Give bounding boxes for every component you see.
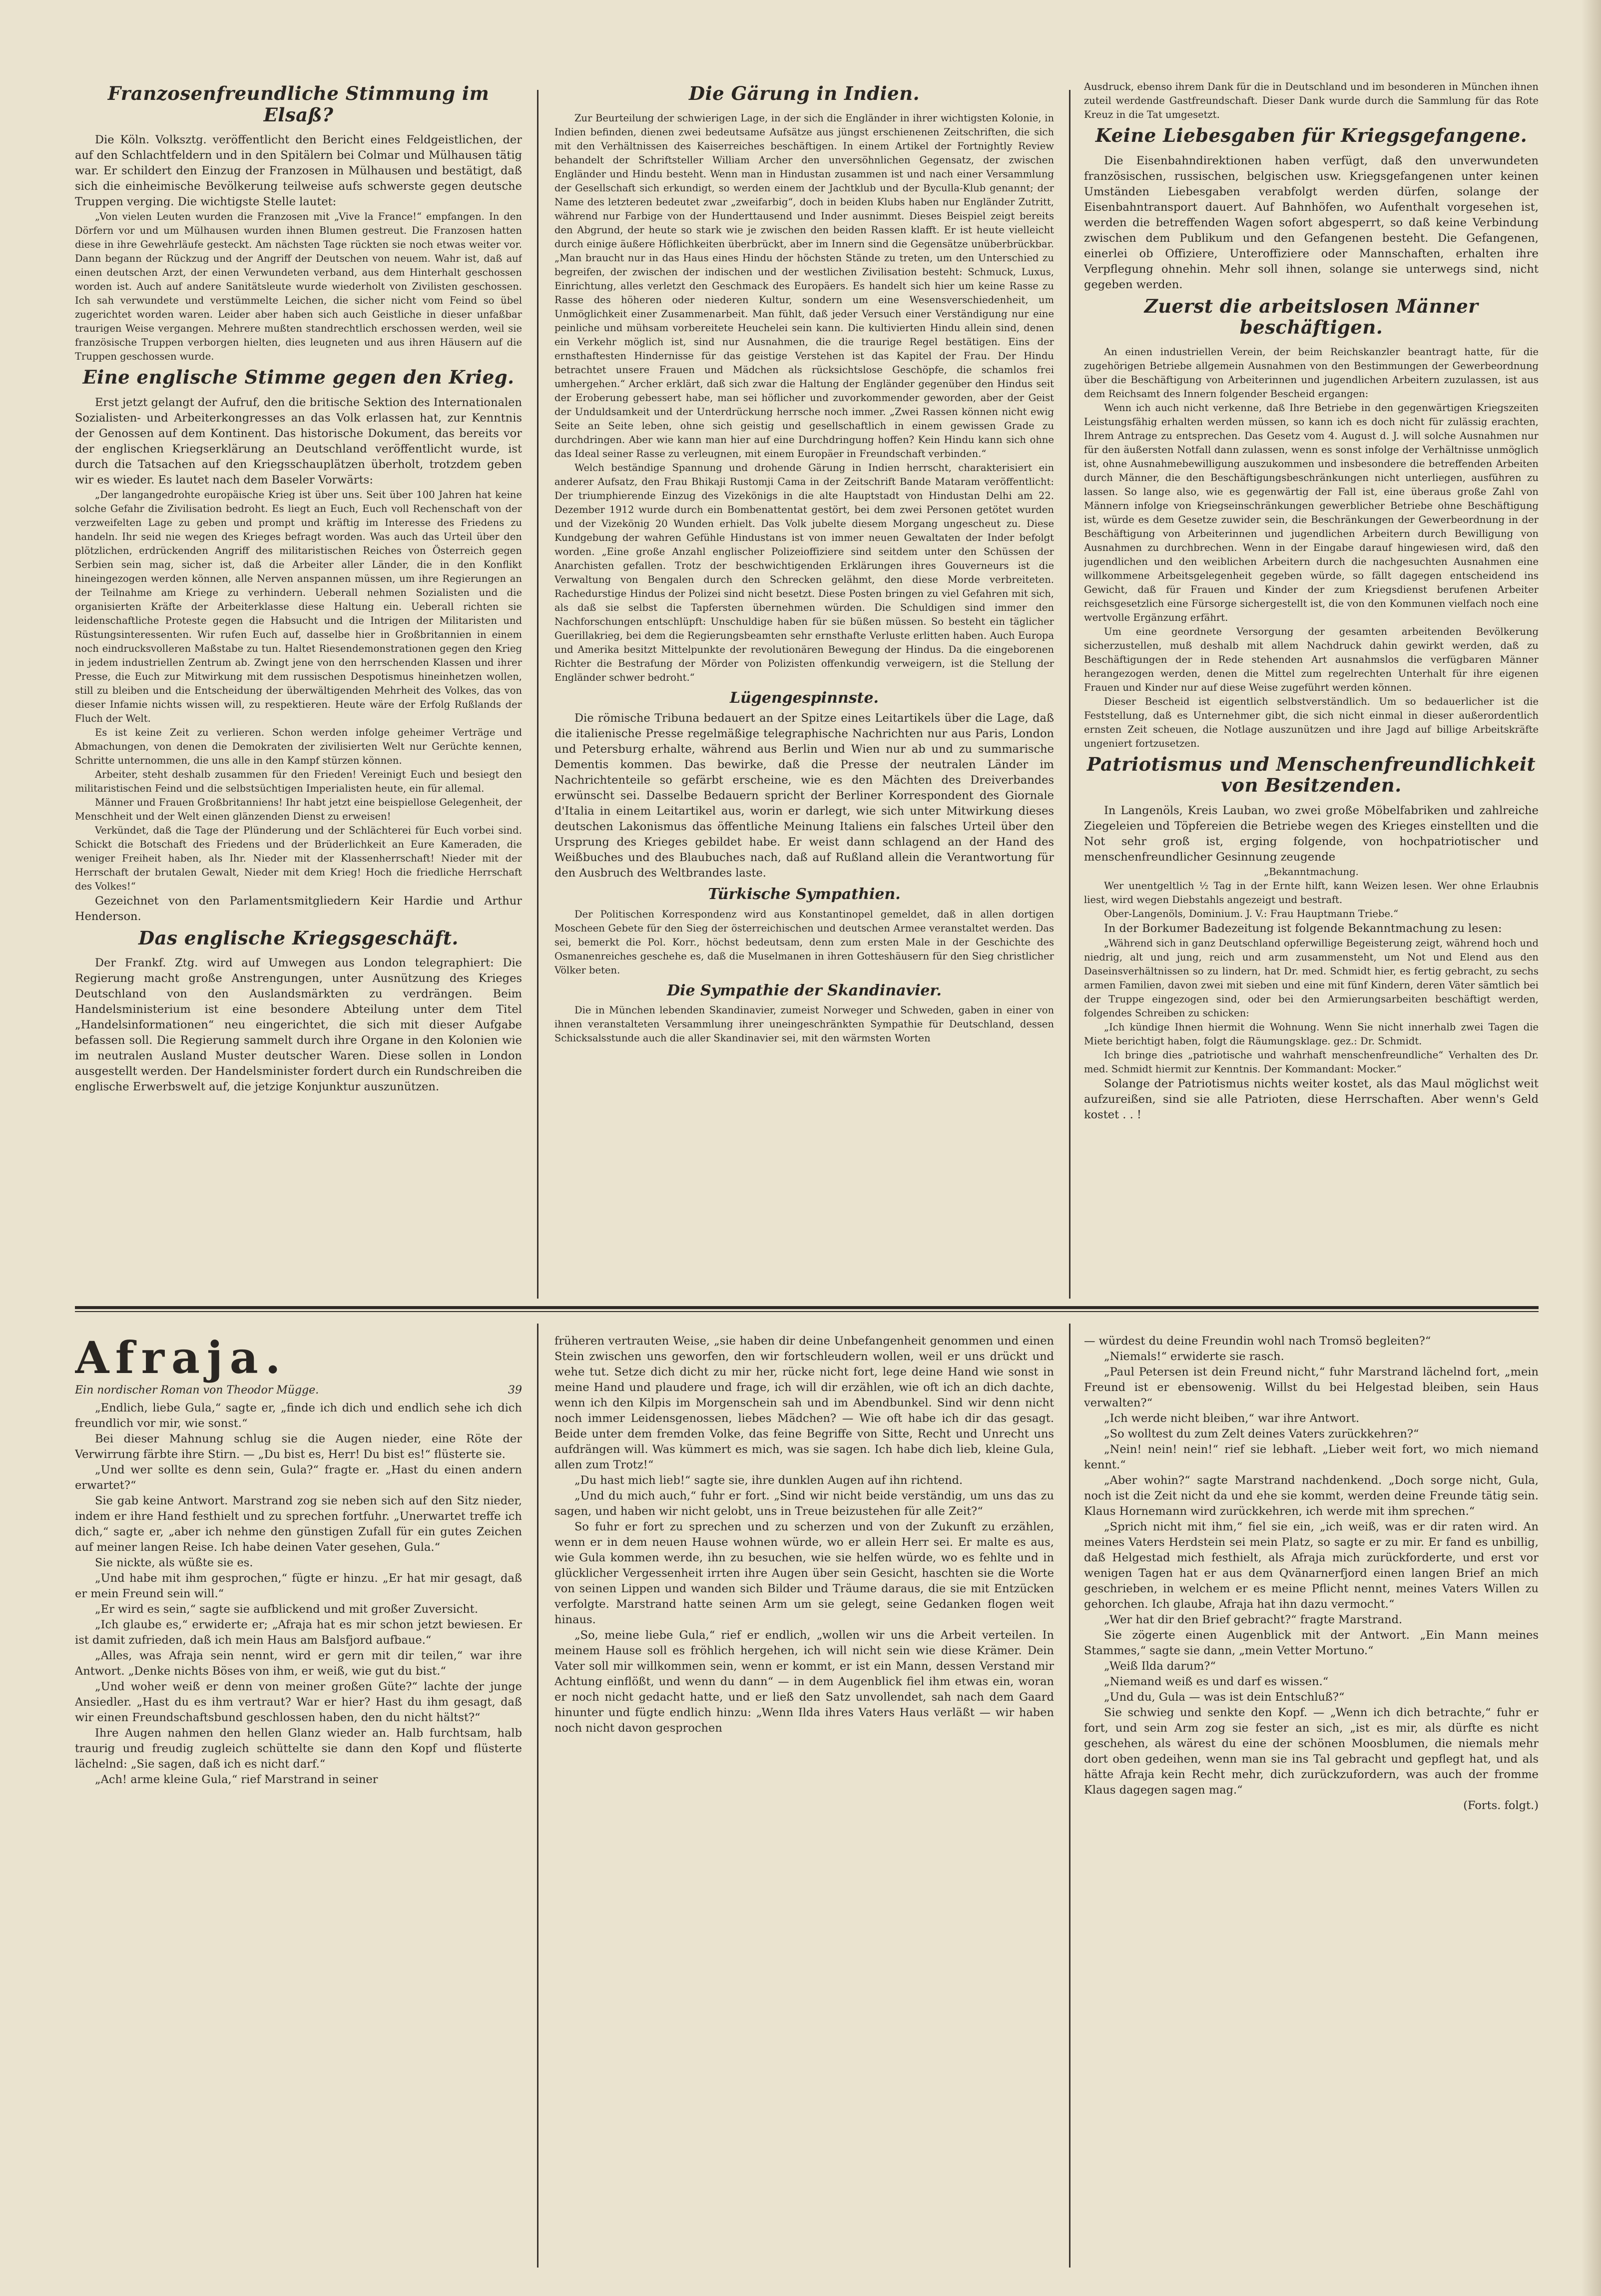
article-paragraph: Welch beständige Spannung und drohende Gärung in Indien herrscht, charakterisiert ein anderer Aufsatz, den Frau Bhikaji Rustomji Cama in der Zeitschrift Bande Mataram veröffentlicht: Der triumphierende Einzug des Vizekönigs in die alte Hauptstadt von Hindustan Delhi am 22. Dezember 1912 wurde durch ein Bombenattentat gestört, bei dem zwei Personen getötet wurden und der Vizekönig 20 Wunden erhielt. Das Volk jubelte diesem Morgang ungescheut zu. Diese Kundgebung der wahren Gefühle Hindustans ist von immer neuen Gewaltaten der Inder befolgt worden. „Eine große Anzahl englischer Polizeioffiziere sind seitdem unter den Schüssen der Anarchisten gefallen. Trotz der beschwichtigenden Erklärungen ihres Gouverneurs ist die Verwaltung von Bengalen durch den Schrecken gelähmt, den diese Morde verbreiteten. Rachedurstige Hindus der Polizei sind nicht besetzt. Diese Posten bringen zu viel Gefahren mit sich, als daß sie selbst die Tapfersten übernehmen würden. Die Schuldigen sind immer den Nachforschungen entschlüpft: Unschuldige haben für sie büßen müssen. So besteht ein täglicher Guerillakrieg, bei dem die Regierungsbeamten sehr ernsthafte Verluste erlitten haben. Auch Europa und Amerika besitzt Mittelpunkte der revolutionären Bewegung der Hindus. Da die eingeborenen Richter die Bestrafung der Mörder von Polizisten offenkundig verweigern, ist die Stellung der Engländer schwer bedroht.“ <box>554 461 1054 683</box>
article-paragraph: Der Politischen Korrespondenz wird aus Konstantinopel gemeldet, daß in allen dortigen Moscheen Gebete für den Sieg der österreichischen und deutschen Armee veranstaltet werden. Das sei, bemerkt die Pol. Korr., höchst bedeutsam, denn zum ersten Male in der Geschichte des Osmanenreiches geschehe es, daß die Muselmanen in ihren Gotteshäusern für den Sieg christlicher Völker beten. <box>554 908 1054 976</box>
article-title: Lügengespinnste. <box>729 689 879 707</box>
novel-paragraph: früheren vertrauten Weise, „sie haben dir deine Unbefangenheit genommen und einen Stein zwischen uns geworfen, den wir fortschleudern wollen, weil er uns drückt und wehe tut. Setze dich dicht zu mir her, rücke nicht fort, lege deine Hand wie sonst in meine Hand und plaudere und frage, ich will dir erzählen, wie oft ich an dich dachte, wenn ich den Kilpis im Morgenschein sah und im Abendbunkel. Sind wir denn nicht noch immer Leidensgenossen, liebes Mädchen? — Wie oft habe ich dir das gesagt. Beide unter dem fremden Volke, das feine Begriffe von Sitte, Recht und Unrecht uns aufdrängen will. Was kümmert es mich, was sie sagen. Ich habe dich lieb, kleine Gula, allen zum Trotz!“ <box>554 1335 1054 1471</box>
feuilleton-installment: 39 <box>508 1383 522 1396</box>
novel-paragraph: „Und wer sollte es denn sein, Gula?“ fragte er. „Hast du einen andern erwartet?“ <box>75 1463 522 1492</box>
article-quote: Arbeiter, steht deshalb zusammen für den Frieden! Vereinigt Euch und besiegt den militaristischen Feind und die selbstsüchtigen Imperialisten heute, ein für allemal. <box>75 768 522 794</box>
article-paragraph: Der Frankf. Ztg. wird auf Umwegen aus London telegraphiert: Die Regierung macht große Anstrengungen, unter Ausnützung des Krieges Deutschland von den Auslandsmärkten zu verdrängen. Beim Handelsministerium ist eine besondere Abteilung unter dem Titel „Handelsinformationen“ neu eingerichtet, die sich mit dieser Aufgabe befassen soll. Die Regierung sammelt durch ihre Organe in den Kolonien wie im neutralen Ausland Muster deutscher Waren. Diese sollen in London ausgestellt werden. Der Handelsminister fordert durch ein Rundschreiben die englische Erwerbswelt auf, die jetzige Konjunktur auszunützen. <box>75 956 522 1094</box>
article-paragraph: Erst jetzt gelangt der Aufruf, den die britische Sektion des Internationalen Sozialisten- und Arbeiterkongresses an das Volk erlassen hat, zur Kenntnis der Genossen auf dem Kontinent. Das historische Dokument, das bereits vor der englischen Kriegserklärung an Deutschland veröffentlicht wurde, ist durch die Tatsachen auf den Kriegsschauplätzen überholt, trotzdem geben wir es wieder. Es lautet nach dem Baseler Vorwärts: <box>75 396 522 486</box>
novel-paragraph: „Nein! nein! nein!“ rief sie lebhaft. „Lieber weit fort, wo mich niemand kennt.“ <box>1084 1443 1539 1471</box>
article-quote: „Von vielen Leuten wurden die Franzosen mit „Vive la France!“ empfangen. In den Dörfern vor und um Mülhausen wurden ihnen Blumen gestreut. Die Franzosen hatten diese in ihre Gewehrläufe gesteckt. Am nächsten Tage rückten sie noch etwas weiter vor. Dann begann der Rückzug und der Angriff der Deutschen von neuem. Wahr ist, daß auf einen deutschen Arzt, der einen Verwundeten verband, aus dem Hinterhalt geschossen worden ist. Auch auf andere Sanitätsleute wurde wiederholt von Zivilisten geschossen. Ich sah verwundete und verstümmelte Leichen, die sicher nicht vom Feind so übel zugerichtet worden waren. Leider aber haben sich auch Geistliche in dieser unfaßbar traurigen Weise vergangen. Mehrere mußten standrechtlich erschossen werden, weil sie französische Truppen verborgen hielten, dies leugneten und aus ihren Häusern auf die Truppen geschossen wurde. <box>75 211 522 363</box>
article-quote: Männer und Frauen Großbritanniens! Ihr habt jetzt eine beispiellose Gelegenheit, der Menschheit und der Welt einen glänzenden Dienst zu erweisen! <box>75 796 522 822</box>
newspaper-page <box>75 80 1539 2278</box>
feuilleton-separator <box>75 1306 1539 1309</box>
novel-paragraph: „Ich werde nicht bleiben,“ war ihre Antwort. <box>1104 1412 1360 1425</box>
novel-paragraph: „Wer hat dir den Brief gebracht?“ fragte Marstrand. <box>1104 1613 1403 1626</box>
article-title: Die Gärung in Indien. <box>689 82 920 104</box>
article-title: Türkische Sympathien. <box>708 886 901 904</box>
article-quote: Verkündet, daß die Tage der Plünderung und der Schlächterei für Euch vorbei sind. Schickt die Botschaft des Friedens und der Brüderlichkeit an Eure Kameraden, die weniger Freiheit haben, als Ihr. Nieder mit der Klassenherrschaft! Nieder mit der Herrschaft der brutalen Gewalt, Nieder mit dem Krieg! Hoch die friedliche Herrschaft des Volkes!“ <box>75 824 522 892</box>
article-paragraph: Wenn ich auch nicht verkenne, daß Ihre Betriebe in den gegenwärtigen Kriegszeiten Leistungsfähig erhalten werden müssen, so kann ich es doch nicht für zulässig erachten, Ihrem Antrage zu entsprechen. Das Gesetz vom 4. August d. J. will solche Ausnahmen nur für den äußersten Notfall dann zulassen, wenn es sonst infolge der Verhältnisse unmöglich ist, ohne Ausnahmebewilligung auszukommen und insbesondere die betreffenden Arbeiten durch Männer, die den Beschäftigungsbeschränkungen nicht unterliegen, ausführen zu lassen. So lange also, wie es gegenwärtig der Fall ist, eine überaus große Zahl von Männern infolge von Kriegseinschränkungen gewerblicher Betriebe ohne Beschäftigung ist, würde es dem Gesetze zuwider sein, die Beschränkungen der Gewerbeordnung in der Beschäftigung von Arbeiterinnen und jugendlichen Arbeitern durch Bewilligung von Ausnahmen zu durchbrechen. Wenn in der Eingabe darauf hingewiesen wird, daß den jugendlichen und den weiblichen Arbeitern durch die nachgesuchten Ausnahmen eine willkommene Arbeitsgelegenheit gegeben würde, so fällt dagegen entscheidend ins Gewicht, daß für Frauen und Kinder der zum Kriegsdienst berufenen Arbeiter reichsgesetzlich eine Fürsorge sichergestellt ist, die von den Kommunen vielfach noch eine wertvolle Ergänzung erfährt. <box>1084 402 1539 623</box>
article-quote: „Ich kündige Ihnen hiermit die Wohnung. Wenn Sie nicht innerhalb zwei Tagen die Miete berichtigt haben, folgt die Räumungsklage. gez.: Dr. Schmidt. <box>1084 1021 1539 1047</box>
article-quote: Ich bringe dies „patriotische und wahrhaft menschenfreundliche“ Verhalten des Dr. med. Schmidt hiermit zur Kenntnis. Der Kommandant: Mocker.“ <box>1084 1049 1539 1075</box>
novel-paragraph: „Sprich nicht mit ihm,“ fiel sie ein, „ich weiß, was er dir raten wird. An meines Vaters Herdstein sei mein Platz, so sagte er zu mir. Er fand es unbillig, daß Helgestad mich festhielt, als Afraja mich zurückforderte, und erst vor wenigen Tagen hat er aus dem Qvänarnerfjord einen langen Brief an mich geschrieben, in welchem er es meine Pflicht nennt, meines Vaters Willen zu gehorchen. Ich glaube, Afraja hat ihn dazu vermocht.“ <box>1084 1520 1539 1611</box>
article-paragraph: Dieser Bescheid ist eigentlich selbstverständlich. Um so bedauerlicher ist die Feststellung, daß es Unternehmer gibt, die sich nicht einmal in dieser außerordentlich ernsten Zeit scheuen, die Notlage auszunützen und ihre Jagd auf billige Arbeitskräfte ungeniert fortzusetzen. <box>1084 695 1539 749</box>
article-paragraph: Zur Beurteilung der schwierigen Lage, in der sich die Engländer in ihrer wichtigsten Kolonie, in Indien befinden, dienen zwei bedeutsame Aufsätze aus jüngst erschienenen Zeitschriften, die sich mit den Verhältnissen des Kaiserreiches beschäftigen. In einem Artikel der Fortnightly Review behandelt der Schriftsteller William Archer den unversöhnlichen Gegensatz, der zwischen Engländer und Hindu besteht. Wenn man in Hindustan zusammen ist und nach einer Versammlung der Gesellschaft sich erkundigt, so werden einem der Jachtklub und der Byculla-Klub genannt; der Name des letzteren bedeutet zwar „zweifarbig“, doch in beiden Klubs haben nur Engländer Zutritt, während nur Farbige von der Hunderttausend und Inder ausnimmt. Dieses Beispiel zeigt bereits den Abgrund, der heute so stark wie je zwischen den beiden Rassen klafft. Er ist heute vielleicht durch einige äußere Höflichkeiten überbrückt, aber im Innern sind die Gegensätze unüberbrückbar. „Man braucht nur in das Haus eines Hindu der höchsten Stände zu treten, um den Unterschied zu begreifen, der zwischen der indischen und der westlichen Zivilisation besteht: Schmuck, Luxus, Einrichtung, alles verletzt den Geschmack des Europäers. Es handelt sich hier um keine Rasse zu Rasse des höheren oder niederen Kultur, sondern um eine Wesensverschiedenheit, um Unmöglichkeit einer Zusammenarbeit. Man fühlt, daß jeder Versuch einer Verständigung nur eine peinliche und mühsam vorbereitete Heuchelei sein kann. Die kultivierten Hindu allein sind, denen ein Verkehr möglich ist, sind nur Ausnahmen, die die traurige Regel bestätigen. Eins der ernsthaftesten Hindernisse für das geistige Verstehen ist das Kapitel der Frau. Der Hindu betrachtet unsere Frauen und Mädchen als rücksichtslose Geschöpfe, die schamlos frei umhergehen.“ Archer erklärt, daß sich zwar die Haltung der Engländer gegenüber den Hindus seit der Eroberung gebessert habe, man sei höflicher und zuvorkommender geworden, aber der Geist der Unduldsamkeit und der Unterdrückung herrsche noch immer. „Zwei Rassen können nicht ewig Seite an Seite leben, ohne sich geistig und gesellschaftlich in einem gewissen Grade zu durchdringen. Aber wie kann man hier auf eine Durchdringung hoffen? Kein Hindu kann sich ohne das Ideal seiner Rasse zu verleugnen, mit einem Europäer in Freundschaft verbinden.“ <box>554 112 1054 459</box>
novel-paragraph: — würdest du deine Freundin wohl nach Tromsö begleiten?“ <box>1084 1335 1431 1348</box>
article-paragraph: Die Köln. Volksztg. veröffentlicht den Bericht eines Feldgeistlichen, der auf den Schlachtfeldern und in den Spitälern bei Colmar und Mülhausen tätig war. Er schildert den Einzug der Franzosen in Mülhausen und bestätigt, daß sich die einheimische Bevölkerung teilweise aufs schwerste gegen deutsche Truppen verging. Die wichtigste Stelle lautet: <box>75 133 522 209</box>
novel-paragraph: „Ich glaube es,“ erwiderte er; „Afraja hat es mir schon jetzt bewiesen. Er ist damit zufrieden, daß ich mein Haus am Balsfjord aufbaue.“ <box>75 1618 522 1647</box>
column-divider <box>537 90 538 1299</box>
article-title: Die Sympathie der Skandinavier. <box>667 981 942 999</box>
article-quote: „Bekanntmachung. <box>1264 866 1359 878</box>
article-paragraph: An einen industriellen Verein, der beim Reichskanzler beantragt hatte, für die zugehörigen Betriebe allgemein Ausnahmen von den Bestimmungen der Gewerbeordnung über die Beschäftigung von Arbeiterinnen und jugendlichen Arbeitern zuzulassen, ist aus dem Reichsamt des Innern folgender Bescheid ergangen: <box>1084 346 1539 400</box>
novel-paragraph: „Du hast mich lieb!“ sagte sie, ihre dunklen Augen auf ihn richtend. <box>574 1474 963 1487</box>
article-paragraph: In Langenöls, Kreis Lauban, wo zwei große Möbelfabriken und zahlreiche Ziegeleien und Töpfereien die Betriebe wegen des Krieges einstellten und die Not sehr groß ist, erging folgende, von hochpatriotischer und menschenfreundlicher Gesinnung zeugende <box>1084 804 1539 864</box>
novel-paragraph: „Und habe mit ihm gesprochen,“ fügte er hinzu. „Er hat mir gesagt, daß er mein Freund sein will.“ <box>75 1571 522 1600</box>
novel-paragraph: „So wolltest du zum Zelt deines Vaters zurückkehren?“ <box>1104 1427 1419 1440</box>
article-paragraph: Die in München lebenden Skandinavier, zumeist Norweger und Schweden, gaben in einer von ihnen veranstalteten Versammlung ihrer uneingeschränkten Sympathie für Deutschland, dessen Schicksalsstunde auch die aller Skandinavier sei, mit den wärmsten Worten <box>554 1004 1054 1044</box>
novel-paragraph: „Aber wohin?“ sagte Marstrand nachdenkend. „Doch sorge nicht, Gula, noch ist die Zeit nicht da und ehe sie kommt, werden deine Freunde tätig sein. Klaus Hornemann wird zurückkehren, ich werde mit ihm sprechen.“ <box>1084 1474 1539 1518</box>
novel-paragraph: „Und du, Gula — was ist dein Entschluß?“ <box>1104 1691 1345 1704</box>
column-3 <box>1084 80 1539 1299</box>
feuilleton-title: Afraja. <box>75 1334 288 1383</box>
novel-paragraph: Sie zögerte einen Augenblick mit der Antwort. „Ein Mann meines Stammes,“ sagte sie dann, „mein Vetter Mortuno.“ <box>1084 1629 1539 1657</box>
article-title: Keine Liebesgaben für Kriegsgefangene. <box>1095 124 1528 146</box>
article-title: Eine englische Stimme gegen den Krieg. <box>82 366 515 389</box>
feuilleton-column-2 <box>554 1334 1054 2273</box>
novel-paragraph: Ihre Augen nahmen den hellen Glanz wieder an. Halb furchtsam, halb traurig und freudig zugleich schüttelte sie dann den Kopf und flüsterte lächelnd: „Sie sagen, daß ich es nicht darf.“ <box>75 1726 522 1771</box>
novel-paragraph: Sie schwieg und senkte den Kopf. — „Wenn ich dich betrachte,“ fuhr er fort, und sein Arm zog sie fester an sich, „ist es mir, als dürfte es nicht geschehen, als wärest du eine der schönen Moosblumen, die niemals mehr dort oben gedeihen, wenn man sie ins Tal gebracht und gepflegt hat, und als hätte Afraja kein Recht mehr, dich zurückzufordern, was auch der fromme Klaus dagegen sagen mag.“ <box>1084 1706 1539 1797</box>
column-1 <box>75 80 522 1299</box>
novel-paragraph: „Er wird es sein,“ sagte sie aufblickend und mit großer Zuversicht. <box>95 1602 478 1616</box>
column-divider <box>1069 90 1070 1299</box>
novel-paragraph: „Alles, was Afraja sein nennt, wird er gern mit dir teilen,“ war ihre Antwort. „Denke nichts Böses von ihm, er weiß, wie gut du bist.“ <box>75 1649 522 1678</box>
article-paragraph: Solange der Patriotismus nichts weiter kostet, als das Maul möglichst weit aufzureißen, sind sie alle Patrioten, diese Herrschaften. Aber wenn's Geld kostet . . ! <box>1084 1077 1539 1121</box>
article-paragraph: Die römische Tribuna bedauert an der Spitze eines Leitartikels über die Lage, daß die italienische Presse regelmäßige telegraphische Nachrichten nur aus Paris, London und Petersburg erhalte, während aus Berlin und Wien nur ab und zu summarische Dementis kommen. Das bewirke, daß die Presse der neutralen Länder im Nachrichtenteile so gefärbt erscheine, wie es den Mächten des Dreiverbandes erwünscht sei. Dasselbe Bedauern spricht der Berliner Korrespondent des Giornale d'Italia in einem Leitartikel aus, worin er darlegt, wie sich unter Mitwirkung dieses deutschen Lakonismus das öffentliche Meinung Italiens ein falsches Urteil über den Ursprung des Krieges gebildet habe. Er weist dann schlagend an der Hand des Weißbuches und des Blaubuches nach, daß auf Rußland allein die Verantwortung für den Ausbruch des Weltbrandes laste. <box>554 712 1054 880</box>
novel-paragraph: „Paul Petersen ist dein Freund nicht,“ fuhr Marstrand lächelnd fort, „mein Freund ist er ebensowenig. Willst du bei Helgestad bleiben, sein Haus verwalten?“ <box>1084 1366 1539 1409</box>
feuilleton-column-1 <box>75 1334 522 2273</box>
article-title: Franzosenfreundliche Stimmung im Elsaß? <box>107 82 490 126</box>
novel-paragraph: „Weiß Ilda darum?“ <box>1104 1660 1216 1673</box>
novel-paragraph: Bei dieser Mahnung schlug sie die Augen nieder, eine Röte der Verwirrung färbte ihre Stirn. — „Du bist es, Herr! Du bist es!“ flüsterte sie. <box>75 1432 522 1461</box>
article-title: Patriotismus und Menschenfreundlichkeit von Besitzenden. <box>1086 753 1536 797</box>
novel-paragraph: „Niemals!“ erwiderte sie rasch. <box>1104 1350 1284 1363</box>
article-signature: Gezeichnet von den Parlamentsmitgliedern Keir Hardie und Arthur Henderson. <box>75 894 522 923</box>
column-divider <box>537 1324 538 2268</box>
feuilleton-column-3 <box>1084 1334 1539 2273</box>
article-quote: „Während sich in ganz Deutschland opferwillige Begeisterung zeigt, während hoch und niedrig, alt und jung, reich und arm zusammensteht, um Not und Elend aus den Daseinsverhältnissen so zu lindern, hat Dr. med. Schmidt hier, es fertig gebracht, zu sechs armen Familien, davon zwei mit sieben und eine mit fünf Kindern, deren Väter sämtlich bei der Truppe eingezogen sind, oder bei den Armierungsarbeiten beschäftigt werden, folgendes Schreiben zu schicken: <box>1084 937 1539 1019</box>
novel-paragraph: Sie gab keine Antwort. Marstrand zog sie neben sich auf den Sitz nieder, indem er ihre Hand festhielt und zu sprechen fortfuhr. „Unerwartet treffe ich dich,“ sagte er, „aber ich nehme den günstigen Zufall für ein gutes Zeichen auf meiner langen Reise. Ich habe deinen Vater gesehen, Gula.“ <box>75 1494 522 1554</box>
article-quote: „Der langangedrohte europäische Krieg ist über uns. Seit über 100 Jahren hat keine solche Gefahr die Zivilisation bedroht. Es liegt an Euch, Euch voll Rechenschaft von der verzweifelten Lage zu geben und prompt und kräftig im Interesse des Friedens zu handeln. Ihr seid nie wegen des Krieges befragt worden. Was auch das Urteil über den plötzlichen, erdrückenden Angriff des militaristischen Reiches von Österreich gegen Serbien sein mag, sicher ist, daß die Arbeiter aller Länder, die in den Konflikt hineingezogen werden können, alle Nerven anspannen müssen, um ihre Regierungen an der Teilnahme am Kriege zu verhindern. Ueberall nehmen Sozialisten und die organisierten Kräfte der Arbeiterklasse diese Haltung ein. Ueberall richten sie leidenschaftliche Proteste gegen die Habsucht und die Intrigen der Militaristen und Rüstungsinteressenten. Wir rufen Euch auf, dasselbe hier in Großbritannien in einem noch eindrucksvolleren Maßstabe zu tun. Haltet Riesendemonstrationen gegen den Krieg in jedem industriellen Zentrum ab. Zwingt jene von den herrschenden Klassen und ihrer Presse, die Euch zur Mitwirkung mit dem russischen Despotismus hineinhetzen wollen, still zu bleiben und die Entscheidung der überwältigenden Mehrheit des Volkes, das von dieser Infamie nichts wissen will, zu respektieren. Heute wäre der Erfolg Rußlands der Fluch der Welt. <box>75 488 522 724</box>
column-2 <box>554 80 1054 1299</box>
novel-paragraph: „Endlich, liebe Gula,“ sagte er, „finde ich dich und endlich sehe ich dich freundlich vor mir, wie sonst.“ <box>75 1401 522 1430</box>
novel-paragraph: „Und woher weiß er denn von meiner großen Güte?“ lachte der junge Ansiedler. „Hast du es ihm vertraut? War er hier? Hast du ihm gesagt, daß wir einen Freundschaftsbund geschlossen haben, den du nicht hältst?“ <box>75 1680 522 1724</box>
feuilleton-separator-thin <box>75 1311 1539 1312</box>
article-title: Zuerst die arbeitslosen Männer beschäftigen. <box>1144 295 1479 339</box>
novel-paragraph: „So, meine liebe Gula,“ rief er endlich, „wollen wir uns die Arbeit verteilen. In meinem Hause soll es fröhlich hergehen, ich will nicht sein wie diese Krämer. Dein Vater soll mir willkommen sein, wenn er kommt, er ist ein Mann, dessen Verstand mir Achtung einflößt, und wenn du dann“ — in dem Augenblick fiel ihm etwas ein, woran er noch nicht gedacht hatte, und er ließ den Satz unvollendet, sah nach dem Gaard hinunter und fügte endlich hinzu: „Wenn Ilda ihres Vaters Haus verläßt — wir haben noch nicht davon gesprochen <box>554 1629 1054 1735</box>
article-paragraph: Ausdruck, ebenso ihrem Dank für die in Deutschland und im besonderen in München ihnen zuteil werdende Gastfreundschaft. Dieser Dank wurde durch die Sammlung für das Rote Kreuz in die Tat umgesetzt. <box>1084 81 1539 120</box>
article-quote: Ober-Langenöls, Dominium. J. V.: Frau Hauptmann Triebe.“ <box>1104 908 1399 919</box>
continuation-note: (Forts. folgt.) <box>1463 1799 1539 1812</box>
feuilleton-subtitle: Ein nordischer Roman von Theodor Mügge. <box>75 1383 319 1396</box>
article-paragraph: Um eine geordnete Versorgung der gesamten arbeitenden Bevölkerung sicherzustellen, muß deshalb mit allem Nachdruck dahin gewirkt werden, daß zu Beschäftigungen der in Rede stehenden Art ausnahmslos die verfügbaren Männer herangezogen werden, denen die Mittel zum regelrechten Unterhalt für ihre eigenen Frauen und Kinder nur auf diese Weise zugeführt werden können. <box>1084 625 1539 693</box>
novel-paragraph: Sie nickte, als wüßte sie es. <box>95 1556 253 1569</box>
article-paragraph: Die Eisenbahndirektionen haben verfügt, daß den unverwundeten französischen, russischen, belgischen usw. Kriegsgefangenen unter keinen Umständen Liebesgaben verabfolgt werden dürfen, solange der Eisenbahntransport dauert. Auf Bahnhöfen, wo Aufenthalt vorgesehen ist, werden die betreffenden Wagen sofort abgesperrt, so daß keine Verbindung zwischen dem Publikum und den Gefangenen besteht. Die Gefangenen, einerlei ob Offiziere, Unteroffiziere oder Mannschaften, erhalten ihre Verpflegung ohnehin. Mehr soll ihnen, solange sie unterwegs sind, nicht gegeben werden. <box>1084 154 1539 291</box>
article-quote: Wer unentgeltlich ½ Tag in der Ernte hilft, kann Weizen lesen. Wer ohne Erlaubnis liest, wird wegen Diebstahls angezeigt und bestraft. <box>1084 880 1539 906</box>
novel-paragraph: So fuhr er fort zu sprechen und zu scherzen und von der Zukunft zu erzählen, wenn er in dem neuen Hause wohnen würde, wo er allein Herr sei. Er malte es aus, wie Gula kommen werde, ihn zu besuchen, wie sie helfen würde, wo es fehlte und in glücklicher Vergessenheit irrten ihre Augen über sein Gesicht, haschten sie die Worte von seinen Lippen und wanden sich Bilder und Träume daraus, die sie mit Entzücken verfolgte. Marstrand hatte seinen Arm um sie gelegt, seine Gedanken flogen weit hinaus. <box>554 1520 1054 1626</box>
article-title: Das englische Kriegsgeschäft. <box>138 926 459 949</box>
novel-paragraph: „Und du mich auch,“ fuhr er fort. „Sind wir nicht beide verständig, um uns das zu sagen, und haben wir nicht gelobt, uns in Treue beizustehen für alle Zeit?“ <box>554 1489 1054 1518</box>
novel-paragraph: „Ach! arme kleine Gula,“ rief Marstrand in seiner <box>95 1773 378 1786</box>
column-divider <box>1069 1324 1070 2268</box>
page-edge-shading <box>1581 0 1601 2296</box>
novel-paragraph: „Niemand weiß es und darf es wissen.“ <box>1104 1675 1329 1688</box>
article-quote: Es ist keine Zeit zu verlieren. Schon werden infolge geheimer Verträge und Abmachungen, von denen die Demokraten der zivilisierten Welt nur Gerüchte kennen, Schritte unternommen, die uns alle in den Kampf stürzen können. <box>75 726 522 766</box>
feuilleton-byline <box>75 1384 522 1396</box>
article-paragraph: In der Borkumer Badezeitung ist folgende Bekanntmachung zu lesen: <box>1104 921 1502 935</box>
